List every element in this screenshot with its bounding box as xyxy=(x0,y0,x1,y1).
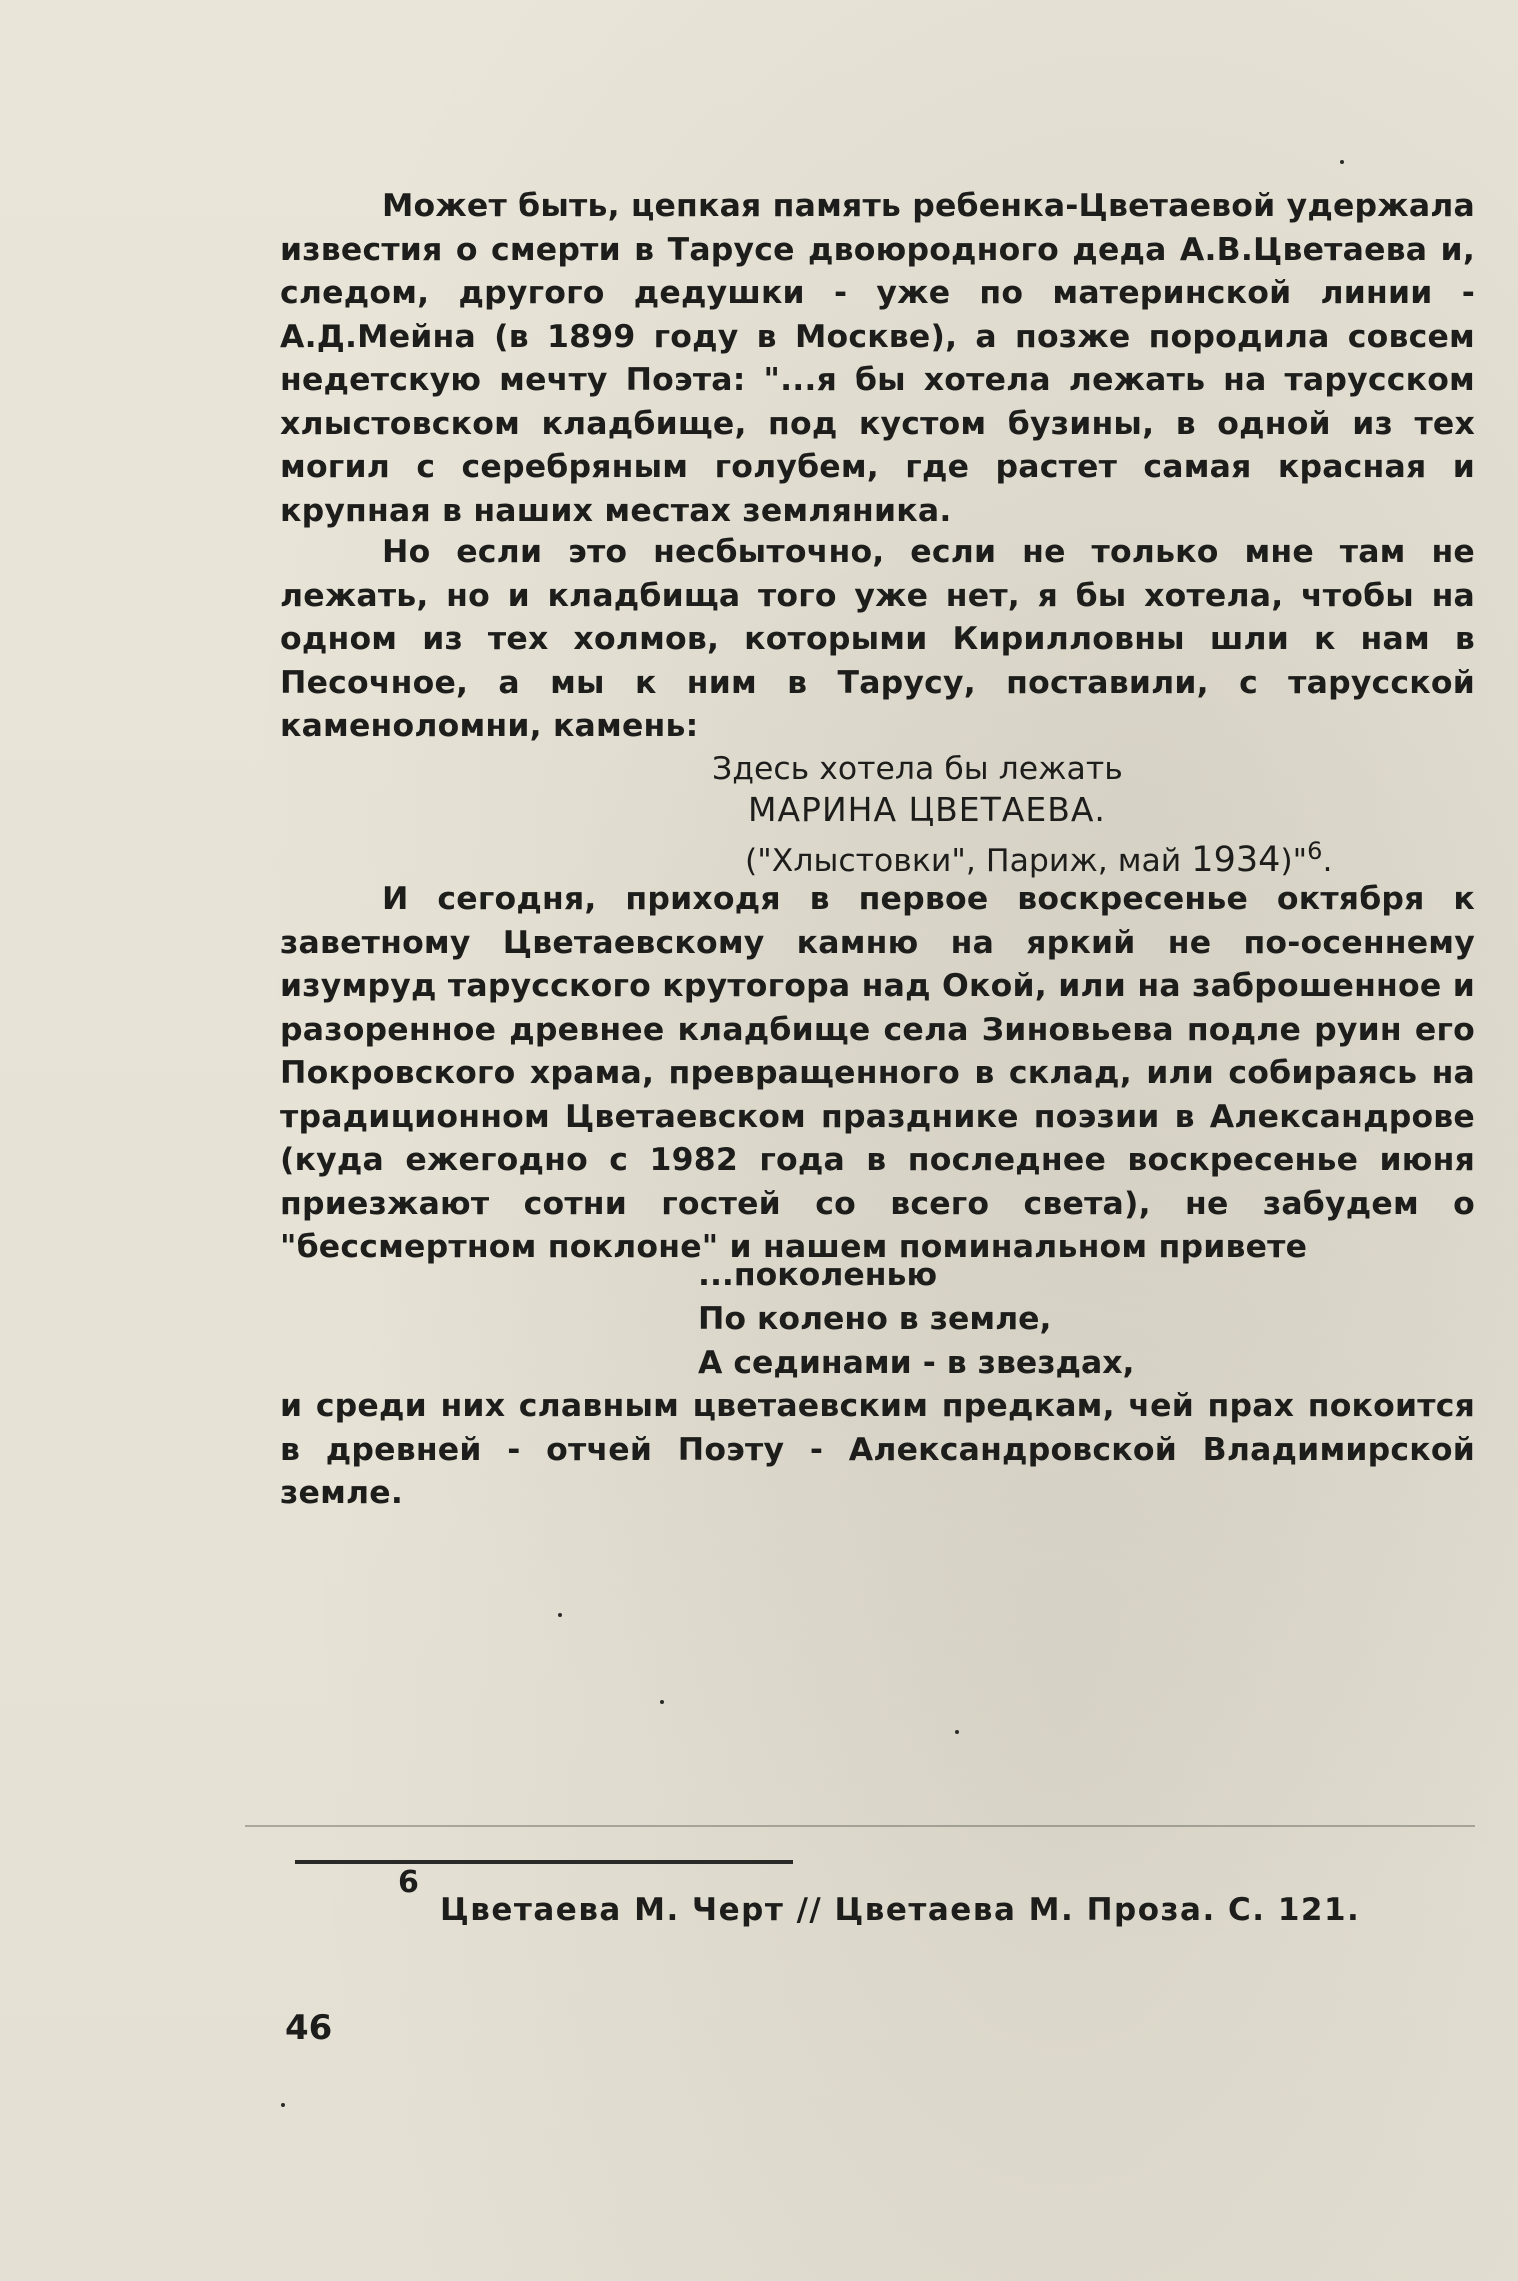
print-speck xyxy=(558,1613,562,1617)
paragraph-1: Может быть, цепкая память ребенка-Цветаевой удержала известия о смерти в Тарусе двоюродного деда А.В.Цветаева и, следом, другого дедушки - уже по материнской линии - А.Д.Мейна (в 1899 году в Москве), а позже породила совсем недетскую мечту Поэта: "...я бы хотела лежать на тарусском хлыстовском кладбище, под кустом бузины, в одной из тех могил с серебряным голубем, где растет самая красная и крупная в наших местах земляника. xyxy=(280,188,1475,529)
print-speck xyxy=(1340,160,1344,164)
footnote-rule xyxy=(295,1860,793,1864)
footnote-reference: 6 xyxy=(1307,837,1323,865)
paragraph-4: и среди них славным цветаевским предкам, чей прах покоится в древней - отчей Поэту - Александровской Владимирской земле. xyxy=(280,1388,1475,1511)
verse-line-3: А сединами - в звездах, xyxy=(698,1345,1135,1381)
print-speck xyxy=(955,1730,959,1734)
verse-line-1: ...поколенью xyxy=(698,1257,938,1293)
epitaph-close: )" xyxy=(1280,843,1308,879)
verse-line-2: По колено в земле, xyxy=(698,1301,1052,1337)
epitaph-end: . xyxy=(1322,843,1333,879)
footnote-mark: 6 xyxy=(398,1865,419,1900)
page-divider xyxy=(245,1825,1475,1827)
paragraph-3: И сегодня, приходя в первое воскресенье октября к заветному Цветаевскому камню на яркий не по-осеннему изумруд тарусского крутогора над Окой, или на заброшенное и разоренное древнее кладбище села Зиновьева подле руин его Покровского храма, превращенного в склад, или собираясь на традиционном Цветаевском празднике поэзии в Александрове (куда ежегодно с 1982 года в последнее воскресенье июня приезжают сотни гостей со всего света), не забудем о "бессмертном поклоне" и нашем поминальном привете xyxy=(280,881,1475,1265)
epitaph-source xyxy=(745,830,1332,884)
epitaph-year: 1934 xyxy=(1191,840,1281,880)
paragraph-2: Но если это несбыточно, если не только мне там не лежать, но и кладбища того уже нет, я бы хотела, чтобы на одном из тех холмов, которыми Кирилловны шли к нам в Песочное, а мы к ним в Тарусу, поставили, с тарусской каменоломни, камень: xyxy=(280,534,1475,744)
epitaph-source-text: ("Хлыстовки", Париж, май xyxy=(745,843,1192,879)
page-number: 46 xyxy=(285,2008,333,2048)
print-speck xyxy=(281,2103,285,2107)
epitaph-line-1: Здесь хотела бы лежать xyxy=(712,751,1123,787)
print-speck xyxy=(660,1700,664,1704)
footnote-text: Цветаева М. Черт // Цветаева М. Проза. С. 121. xyxy=(440,1892,1361,1928)
epitaph-line-2: МАРИНА ЦВЕТАЕВА. xyxy=(748,790,1106,829)
